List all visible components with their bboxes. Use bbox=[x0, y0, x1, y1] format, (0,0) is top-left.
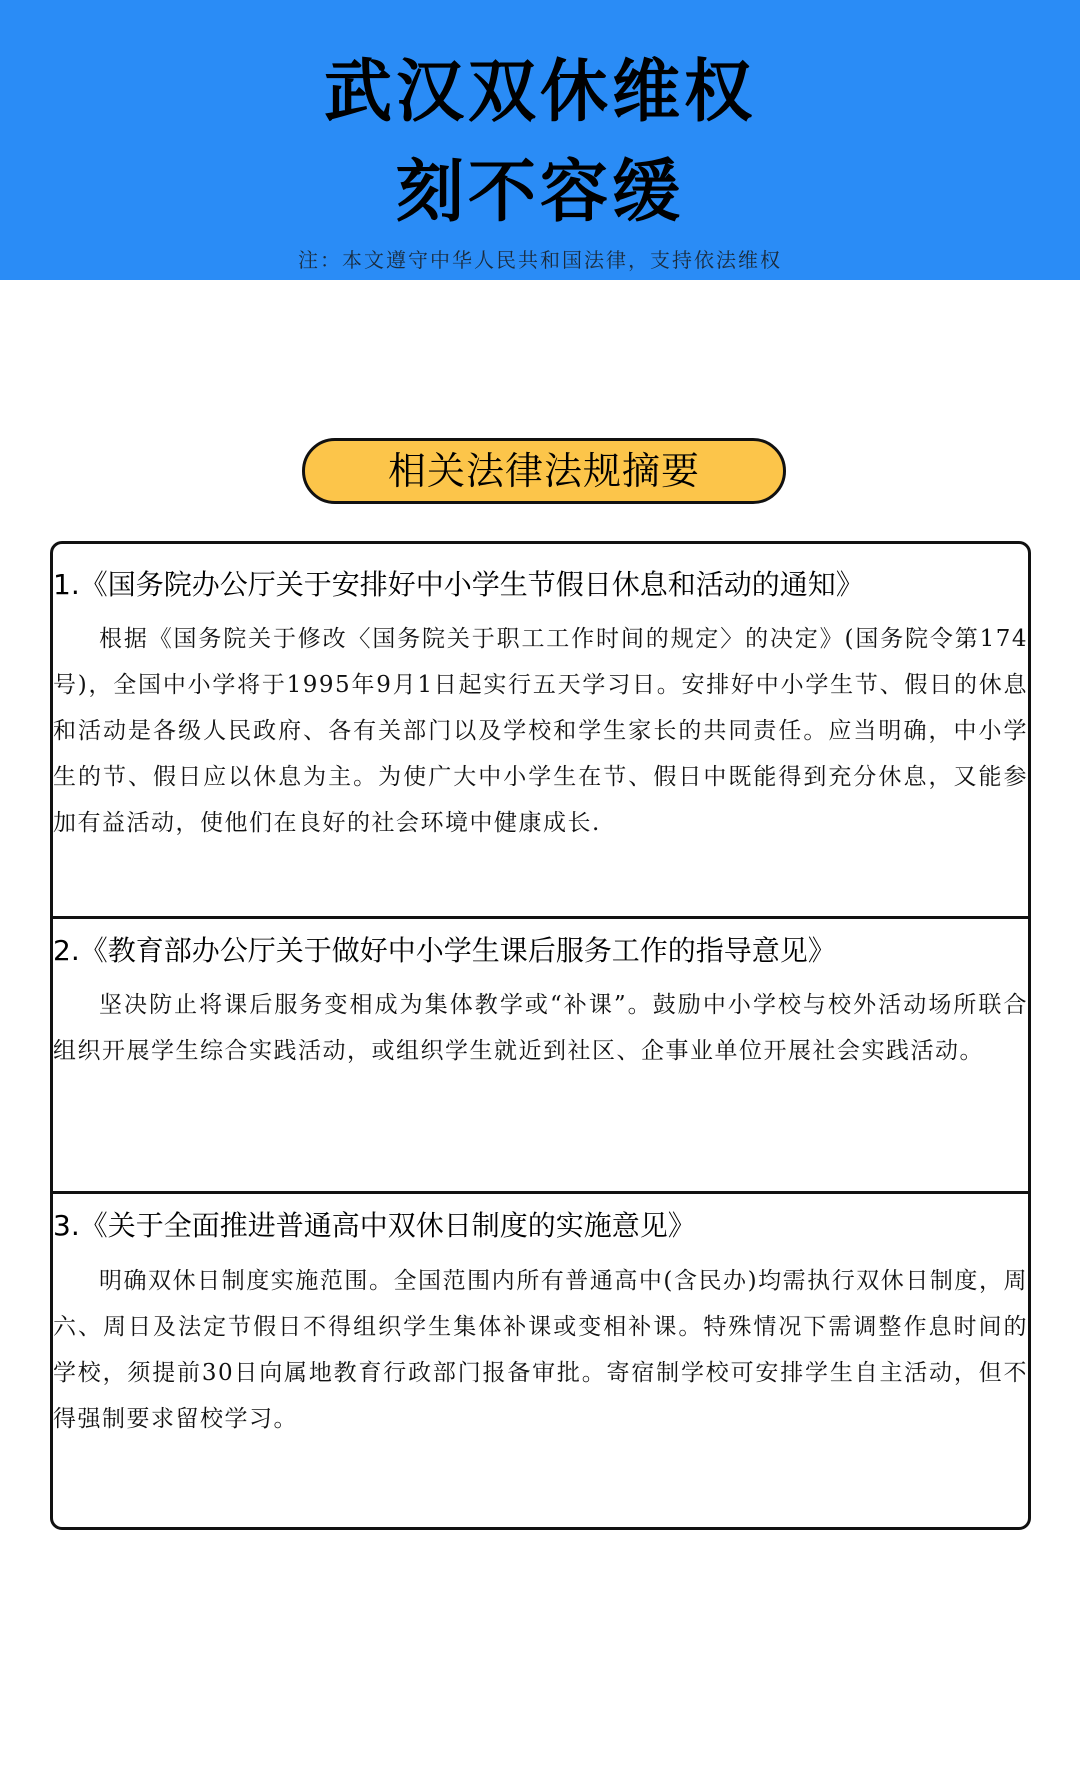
law-title-3: 3.《关于全面推进普通高中双休日制度的实施意见》 bbox=[53, 1209, 696, 1242]
header-banner bbox=[0, 0, 1080, 280]
legal-note: 注：本文遵守中华人民共和国法律，支持依法维权 bbox=[298, 248, 782, 272]
law-body-1: 根据《国务院关于修改〈国务院关于职工工作时间的规定〉的决定》(国务院令第174号)，全国中小学将于1995年9月1日起实行五天学习日。安排好中小学生节、假日的休息和活动是各级人民政府、各有关部门以及学校和学生家长的共同责任。应当明确，中小学生的节、假日应以休息为主。为使广大中小学生在节、假日中既能得到充分休息，又能参加有益活动，使他们在良好的社会环境中健康成长. bbox=[53, 626, 1028, 836]
section-heading: 相关法律法规摘要 bbox=[302, 438, 786, 504]
law-title-1: 1.《国务院办公厅关于安排好中小学生节假日休息和活动的通知》 bbox=[53, 568, 864, 601]
page-title-line-1: 武汉双休维权 bbox=[323, 53, 756, 132]
law-body-3: 明确双休日制度实施范围。全国范围内所有普通高中(含民办)均需执行双休日制度，周六、周日及法定节假日不得组织学生集体补课或变相补课。特殊情况下需调整作息时间的学校，须提前30日向属地教育行政部门报备审批。寄宿制学校可安排学生自主活动，但不得强制要求留校学习。 bbox=[53, 1268, 1028, 1432]
row-divider bbox=[50, 1191, 1031, 1194]
page-title-line-2: 刻不容缓 bbox=[395, 153, 684, 232]
law-title-2: 2.《教育部办公厅关于做好中小学生课后服务工作的指导意见》 bbox=[53, 934, 836, 967]
law-body-2: 坚决防止将课后服务变相成为集体教学或“补课”。鼓励中小学校与校外活动场所联合组织开展学生综合实践活动，或组织学生就近到社区、企事业单位开展社会实践活动。 bbox=[53, 992, 1028, 1064]
row-divider bbox=[50, 916, 1031, 919]
